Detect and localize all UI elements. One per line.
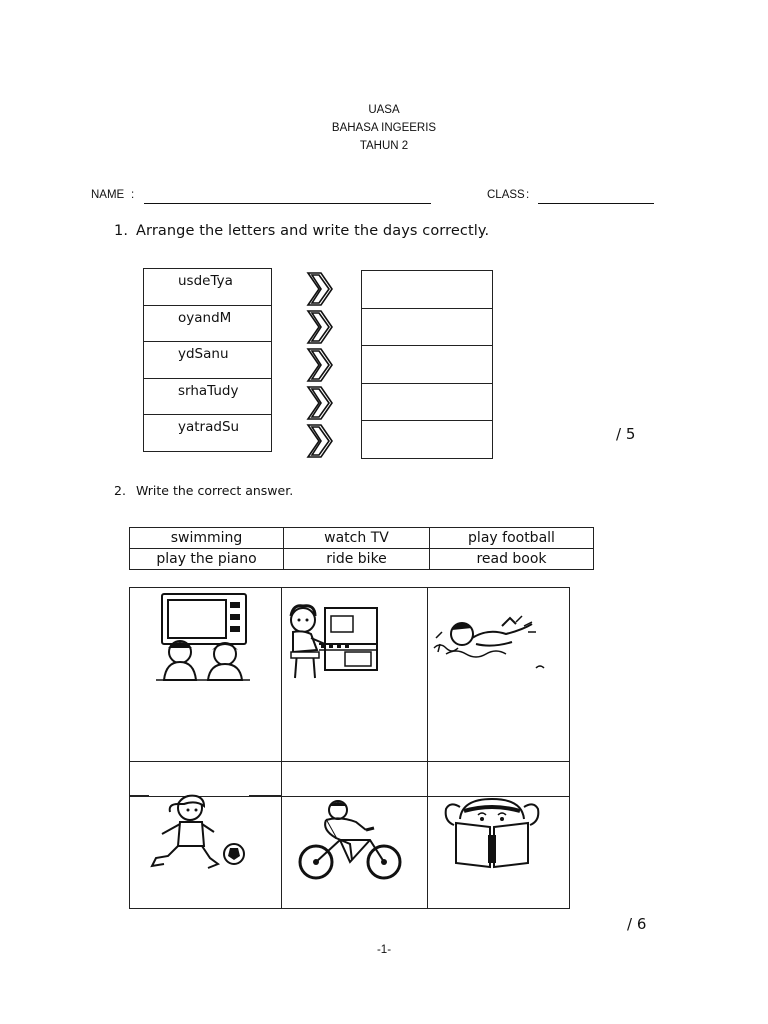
scrambled-word: yatradSu <box>144 415 272 452</box>
double-chevron-right-icon <box>305 347 335 387</box>
word-bank-item: watch TV <box>284 528 430 549</box>
class-colon: : <box>526 189 530 201</box>
play-piano-picture <box>285 600 385 682</box>
answer-box[interactable] <box>362 421 493 459</box>
class-label: CLASS <box>487 189 525 201</box>
answer-box[interactable] <box>362 346 493 384</box>
word-bank-item: play the piano <box>130 549 284 570</box>
page-number: -1- <box>376 944 392 956</box>
word-bank-item: ride bike <box>284 549 430 570</box>
scrambled-word: oyandM <box>144 305 272 342</box>
q1-number: 1. <box>114 223 129 239</box>
word-bank-item: read book <box>430 549 594 570</box>
q1-scrambled-table <box>143 268 272 452</box>
answer-box[interactable] <box>362 308 493 346</box>
read-book-picture <box>442 797 542 871</box>
header-year: TAHUN 2 <box>359 140 409 152</box>
answer-blank[interactable] <box>428 762 569 796</box>
answer-blank[interactable] <box>282 762 427 796</box>
scrambled-word: ydSanu <box>144 342 272 379</box>
double-chevron-right-icon <box>305 423 335 463</box>
swimming-picture <box>432 608 548 672</box>
q1-arrows <box>305 271 335 463</box>
answer-box[interactable] <box>362 271 493 309</box>
word-bank-item: play football <box>430 528 594 549</box>
divider <box>249 795 281 796</box>
q1-score: / 5 <box>616 425 636 443</box>
answer-box[interactable] <box>362 383 493 421</box>
name-label: NAME <box>91 189 125 201</box>
double-chevron-right-icon <box>305 385 335 425</box>
header-subject: BAHASA INGEERIS <box>331 122 437 134</box>
double-chevron-right-icon <box>305 271 335 311</box>
answer-blank[interactable] <box>130 762 281 796</box>
play-football-picture <box>148 792 252 874</box>
watch-tv-picture <box>150 592 260 684</box>
name-blank-line[interactable] <box>144 203 431 204</box>
word-bank-item: swimming <box>130 528 284 549</box>
q2-number: 2. <box>114 483 126 498</box>
scrambled-word: usdeTya <box>144 269 272 306</box>
divider <box>129 795 149 796</box>
q1-answer-table <box>361 270 493 459</box>
q1-instruction: Arrange the letters and write the days correctly. <box>136 223 490 239</box>
double-chevron-right-icon <box>305 309 335 349</box>
q2-score: / 6 <box>627 915 647 933</box>
scrambled-word: srhaTudy <box>144 378 272 415</box>
q2-instruction: Write the correct answer. <box>136 483 294 498</box>
class-blank-line[interactable] <box>538 203 654 204</box>
ride-bike-picture <box>296 800 404 884</box>
header-title: UASA <box>368 104 400 116</box>
name-colon: : <box>131 189 135 201</box>
word-bank-table <box>129 527 594 570</box>
